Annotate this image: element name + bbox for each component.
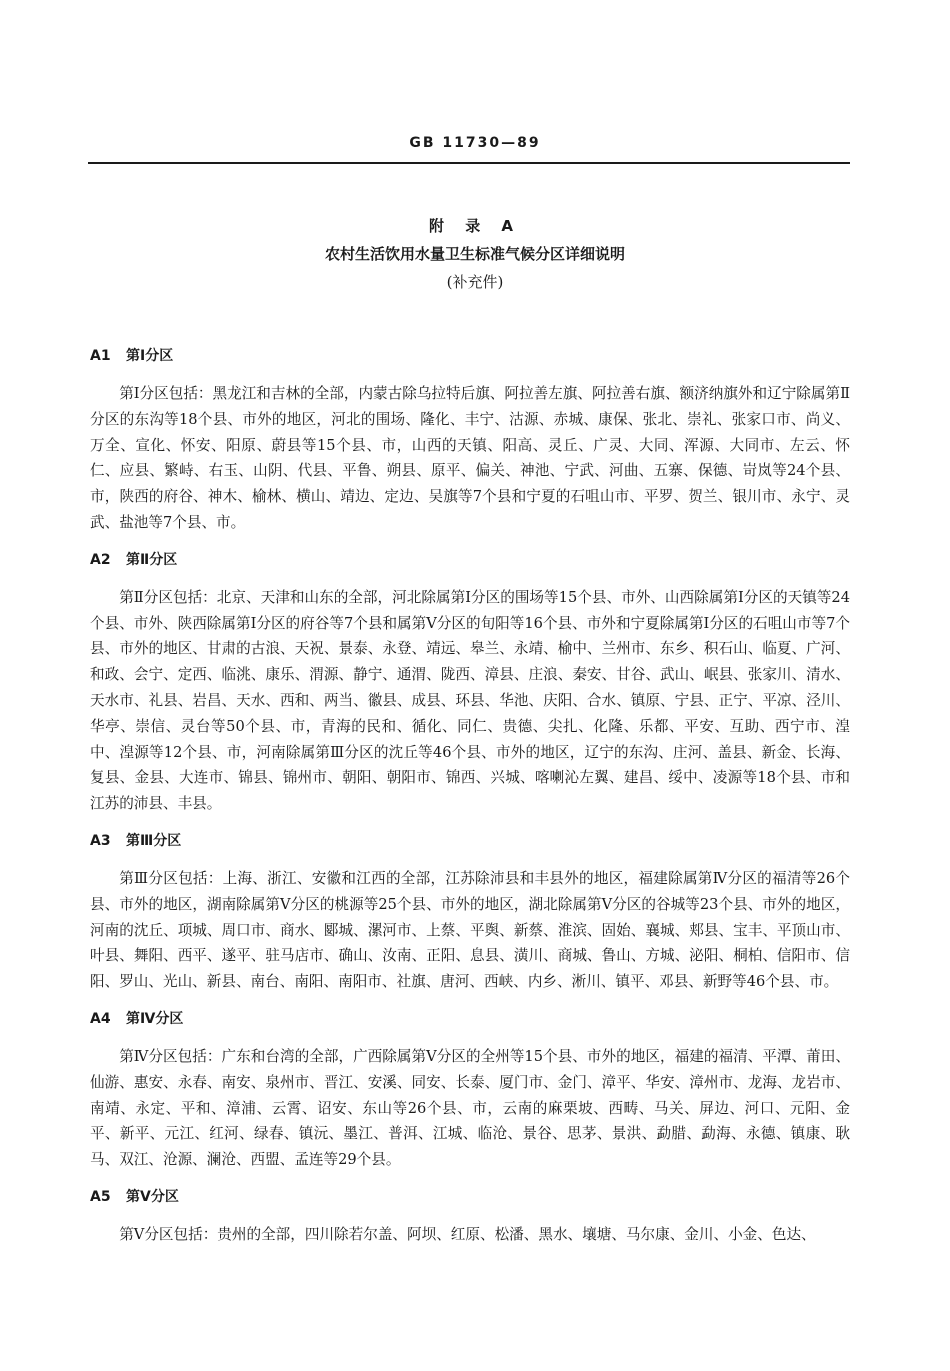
section-paragraph: 第Ⅱ分区包括：北京、天津和山东的全部，河北除属第Ⅰ分区的围场等15个县、市外、山西除属第Ⅰ分区的天镇等24个县、市外、陕西除属第Ⅰ分区的府谷等7个县和属第Ⅴ分区的旬阳等16个县、市外和宁夏除属第Ⅰ分区的石咀山市等7个县、市外的地区、甘肃的古浪、天祝、景泰、永登、靖远、皋兰、永靖、榆中、兰州市、东乡、积石山、临夏、广河、和政、会宁、定西、临洮、康乐、渭源、静宁、通渭、陇西、漳县、庄浪、秦安、甘谷、武山、岷县、张家川、清水、天水市、礼县、岩昌、天水、西和、两当、徽县、成县、环县、华池、庆阳、合水、镇原、宁县、正宁、平凉、泾川、华亭、崇信、灵台等50个县、市，青海的民和、循化、同仁、贵德、尖扎、化隆、乐都、平安、互助、西宁市、湟中、湟源等12个县、市，河南除属第Ⅲ分区的沈丘等46个县、市外的地区，辽宁的东沟、庄河、盖县、新金、长海、复县、金县、大连市、锦县、锦州市、朝阳、朝阳市、锦西、兴城、喀喇沁左翼、建昌、绥中、凌源等18个县、市和江苏的沛县、丰县。 — [90, 588, 850, 813]
section-title: 第Ⅲ分区 — [126, 832, 182, 849]
section-a4 — [90, 1008, 850, 1173]
section-title: 第Ⅳ分区 — [126, 1010, 184, 1027]
section-a5 — [90, 1186, 850, 1248]
section-number: A4 — [90, 1010, 111, 1027]
appendix-subtitle: 农村生活饮用水量卫生标准气候分区详细说明 — [324, 245, 625, 263]
section-a3 — [90, 830, 850, 995]
section-number: A3 — [90, 832, 111, 849]
section-heading — [90, 830, 850, 852]
section-heading — [90, 549, 850, 571]
section-a1 — [90, 345, 850, 536]
section-paragraph: 第Ⅰ分区包括：黑龙江和吉林的全部，内蒙古除乌拉特后旗、阿拉善左旗、阿拉善右旗、额济纳旗外和辽宁除属第Ⅱ分区的东沟等18个县、市外的地区，河北的围场、隆化、丰宁、沽源、赤城、康保、张北、崇礼、张家口市、尚义、万全、宣化、怀安、阳原、蔚县等15个县、市，山西的天镇、阳高、灵丘、广灵、大同、浑源、大同市、左云、怀仁、应县、繁峙、右玉、山阴、代县、平鲁、朔县、原平、偏关、神池、宁武、河曲、五寨、保德、岢岚等24个县、市，陕西的府谷、神木、榆林、横山、靖边、定边、吴旗等7个县和宁夏的石咀山市、平罗、贺兰、银川市、永宁、灵武、盐池等7个县、市。 — [90, 385, 850, 531]
section-title: 第Ⅰ分区 — [126, 348, 174, 364]
document-body — [90, 345, 850, 1261]
section-number: A1 — [90, 348, 111, 364]
section-heading — [90, 1186, 850, 1208]
section-title: 第Ⅴ分区 — [126, 1188, 179, 1205]
section-title: 第Ⅱ分区 — [126, 551, 178, 568]
section-paragraph: 第Ⅴ分区包括：贵州的全部，四川除若尔盖、阿坝、红原、松潘、黑水、壤塘、马尔康、金川、小金、色达、 — [119, 1225, 816, 1243]
standard-code-header: GB 11730—89 — [409, 135, 541, 151]
appendix-title: 附 录 A — [428, 217, 522, 235]
header-divider — [88, 162, 850, 164]
section-heading — [90, 345, 850, 367]
section-heading — [90, 1008, 850, 1030]
appendix-note: (补充件) — [446, 273, 504, 291]
section-number: A2 — [90, 551, 111, 568]
section-paragraph: 第Ⅳ分区包括：广东和台湾的全部，广西除属第Ⅴ分区的全州等15个县、市外的地区，福建的福清、平潭、莆田、仙游、惠安、永春、南安、泉州市、晋江、安溪、同安、长泰、厦门市、金门、漳平、华安、漳州市、龙海、龙岩市、南靖、永定、平和、漳浦、云霄、诏安、东山等26个县、市，云南的麻栗坡、西畴、马关、屏边、河口、元阳、金平、新平、元江、红河、绿春、镇沅、墨江、普洱、江城、临沧、景谷、思茅、景洪、勐腊、勐海、永德、镇康、耿马、双江、沧源、澜沧、西盟、孟连等29个县。 — [90, 1047, 850, 1169]
section-number: A5 — [90, 1188, 111, 1205]
section-a2 — [90, 549, 850, 817]
section-paragraph: 第Ⅲ分区包括：上海、浙江、安徽和江西的全部，江苏除沛县和丰县外的地区，福建除属第Ⅳ分区的福清等26个县、市外的地区，湖南除属第Ⅴ分区的桃源等25个县、市外的地区，湖北除属第Ⅴ分区的谷城等23个县、市外的地区，河南的沈丘、项城、周口市、商水、郾城、漯河市、上蔡、平舆、新蔡、淮滨、固始、襄城、郏县、宝丰、平顶山市、叶县、舞阳、西平、遂平、驻马店市、确山、汝南、正阳、息县、潢川、商城、鲁山、方城、泌阳、桐柏、信阳市、信阳、罗山、光山、新县、南台、南阳、南阳市、社旗、唐河、西峡、内乡、淅川、镇平、邓县、新野等46个县、市。 — [90, 869, 850, 991]
